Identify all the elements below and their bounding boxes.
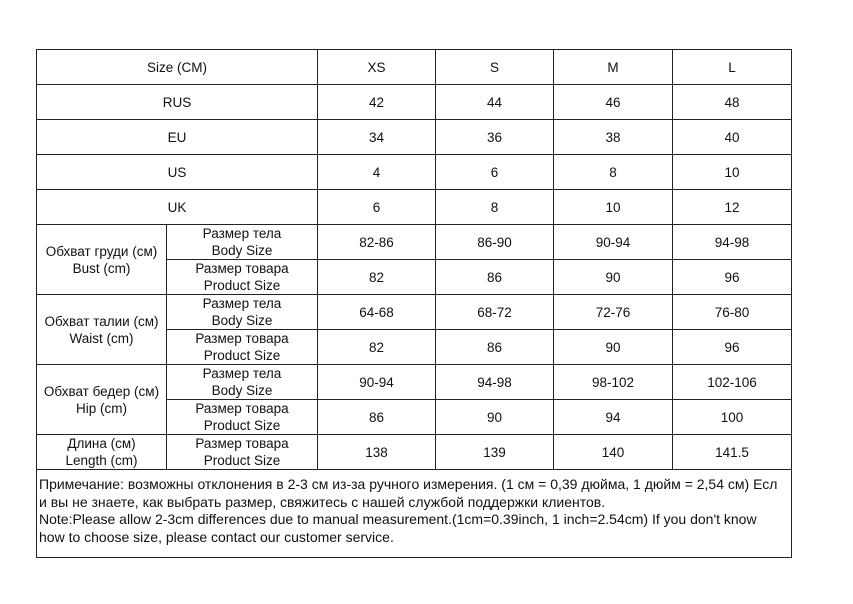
row-label: RUS <box>37 85 318 120</box>
note-line-en-2: how to choose size, please contact our customer service. <box>39 528 394 545</box>
size-type-ru: Размер товара <box>195 331 289 346</box>
size-type-ru: Размер товара <box>195 401 289 416</box>
measure-label-ru: Обхват талии (см) <box>44 313 159 329</box>
measure-label-bust <box>37 225 167 295</box>
size-header-m: M <box>554 50 673 85</box>
measure-label-ru: Длина (см) <box>67 436 136 451</box>
table-row <box>37 295 792 330</box>
size-chart-body <box>37 50 792 558</box>
value-cell: 90-94 <box>554 225 673 260</box>
value-cell: 98-102 <box>554 365 673 400</box>
value-cell: 44 <box>436 85 554 120</box>
row-label: EU <box>37 120 318 155</box>
value-cell: 12 <box>673 190 792 225</box>
measure-label-en: Bust (cm) <box>72 260 131 276</box>
value-cell: 102-106 <box>673 365 792 400</box>
value-cell: 42 <box>318 85 436 120</box>
row-label: UK <box>37 190 318 225</box>
table-row <box>37 365 792 400</box>
value-cell: 90 <box>554 260 673 295</box>
value-cell: 86 <box>436 330 554 365</box>
value-cell: 36 <box>436 120 554 155</box>
measure-label-en: Length (cm) <box>65 453 138 468</box>
value-cell: 138 <box>318 435 436 470</box>
table-row <box>37 120 792 155</box>
value-cell: 86 <box>436 260 554 295</box>
measure-label-hip <box>37 365 167 435</box>
value-cell: 94-98 <box>436 365 554 400</box>
value-cell: 10 <box>673 155 792 190</box>
size-type-en: Body Size <box>211 313 273 328</box>
value-cell: 48 <box>673 85 792 120</box>
size-type-ru: Размер тела <box>202 366 282 381</box>
value-cell: 94 <box>554 400 673 435</box>
size-type-cell <box>167 435 318 470</box>
size-header-xs: XS <box>318 50 436 85</box>
size-type-ru: Размер товара <box>195 436 289 451</box>
table-row <box>37 190 792 225</box>
size-type-cell <box>167 295 318 330</box>
table-row <box>37 85 792 120</box>
value-cell: 8 <box>554 155 673 190</box>
value-cell: 86 <box>318 400 436 435</box>
measure-label-ru: Обхват бедер (см) <box>43 383 160 399</box>
value-cell: 100 <box>673 400 792 435</box>
value-cell: 86-90 <box>436 225 554 260</box>
value-cell: 90-94 <box>318 365 436 400</box>
size-type-en: Product Size <box>203 418 281 433</box>
value-cell: 68-72 <box>436 295 554 330</box>
value-cell: 139 <box>436 435 554 470</box>
value-cell: 6 <box>318 190 436 225</box>
value-cell: 90 <box>436 400 554 435</box>
measure-label-length <box>37 435 167 470</box>
value-cell: 82-86 <box>318 225 436 260</box>
size-type-cell <box>167 260 318 295</box>
value-cell: 8 <box>436 190 554 225</box>
value-cell: 34 <box>318 120 436 155</box>
size-type-cell <box>167 225 318 260</box>
size-type-cell <box>167 330 318 365</box>
table-row <box>37 155 792 190</box>
note-cell <box>37 470 792 558</box>
size-type-en: Product Size <box>203 278 281 293</box>
size-type-en: Product Size <box>203 348 281 363</box>
value-cell: 140 <box>554 435 673 470</box>
value-cell: 72-76 <box>554 295 673 330</box>
note-line-ru-1: Примечание: возможны отклонения в 2-3 см из-за ручного измерения. (1 см = 0,39 дюйма, 1 дюйм = 2,54 см) Есл <box>39 476 778 492</box>
size-type-en: Body Size <box>211 243 273 258</box>
value-cell: 46 <box>554 85 673 120</box>
size-type-en: Body Size <box>211 383 273 398</box>
value-cell: 4 <box>318 155 436 190</box>
size-type-cell <box>167 400 318 435</box>
measure-label-en: Hip (cm) <box>76 400 127 416</box>
value-cell: 10 <box>554 190 673 225</box>
value-cell: 64-68 <box>318 295 436 330</box>
value-cell: 82 <box>318 260 436 295</box>
value-cell: 141.5 <box>673 435 792 470</box>
size-type-cell <box>167 365 318 400</box>
measure-label-ru: Обхват груди (см) <box>45 243 158 259</box>
value-cell: 38 <box>554 120 673 155</box>
table-row <box>37 435 792 470</box>
size-type-ru: Размер тела <box>202 296 282 311</box>
value-cell: 76-80 <box>673 295 792 330</box>
value-cell: 6 <box>436 155 554 190</box>
note-line-en-1: Note:Please allow 2-3cm differences due to manual measurement.(1cm=0.39inch, 1 inch=2.54cm) If you don't know <box>39 511 757 527</box>
size-chart-table <box>36 49 792 558</box>
header-row <box>37 50 792 85</box>
measure-label-en: Waist (cm) <box>69 330 134 346</box>
table-row <box>37 225 792 260</box>
note-row <box>37 470 792 558</box>
header-label-cell: Size (CM) <box>37 50 318 85</box>
size-header-s: S <box>436 50 554 85</box>
note-line-ru-2: и вы не знаете, как выбрать размер, свяжитесь с нашей службой поддержки клиентов. <box>39 493 606 510</box>
size-header-l: L <box>673 50 792 85</box>
value-cell: 90 <box>554 330 673 365</box>
measure-label-waist <box>37 295 167 365</box>
size-type-ru: Размер товара <box>195 261 289 276</box>
row-label: US <box>37 155 318 190</box>
value-cell: 82 <box>318 330 436 365</box>
value-cell: 96 <box>673 330 792 365</box>
size-type-en: Product Size <box>203 453 281 468</box>
value-cell: 40 <box>673 120 792 155</box>
value-cell: 94-98 <box>673 225 792 260</box>
value-cell: 96 <box>673 260 792 295</box>
size-type-ru: Размер тела <box>202 226 282 241</box>
